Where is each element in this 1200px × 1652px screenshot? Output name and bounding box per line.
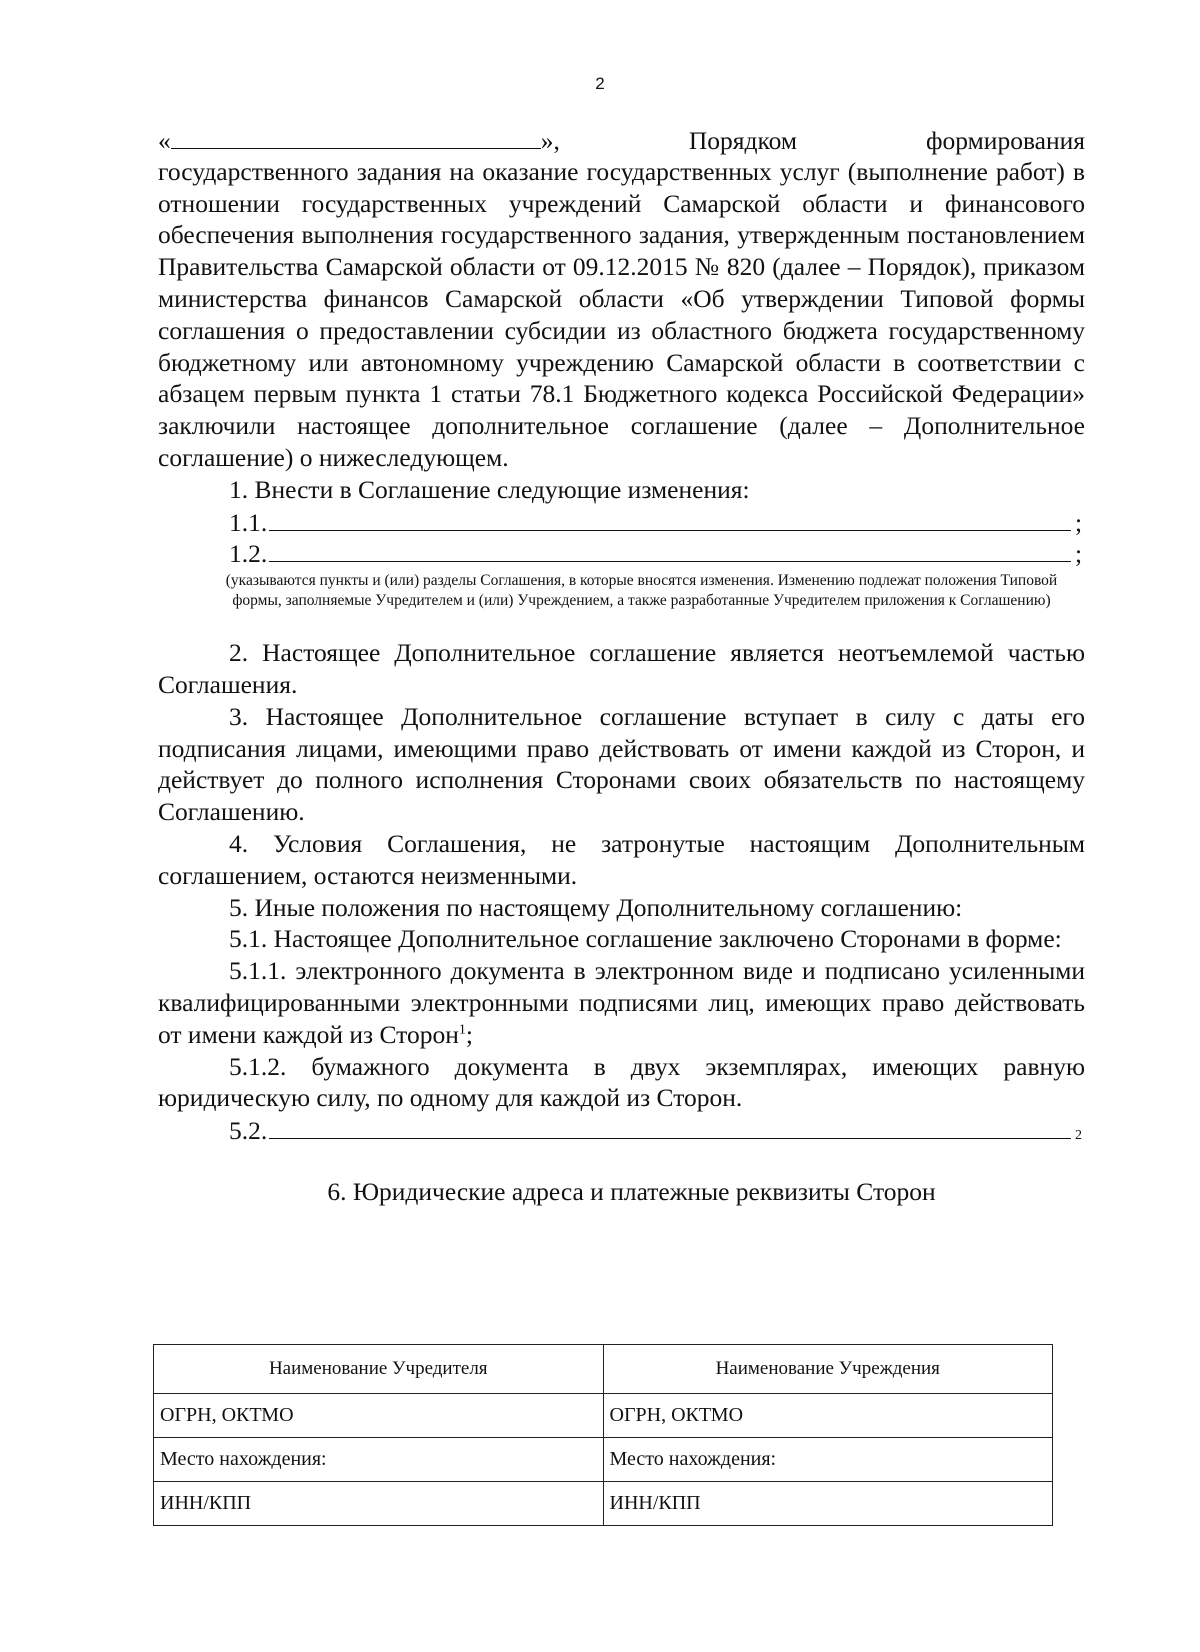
intro-word-1: Порядком: [688, 126, 798, 155]
clause-3: 3. Настоящее Дополнительное соглашение вступает в силу с даты его подписания лицами, имеющими право действовать от имени каждой из Сторон, и действует до полного исполнения Сторонами своих обязательств по настоящему Соглашению.: [158, 701, 1085, 827]
founder-name-header: Наименование Учредителя: [154, 1345, 604, 1394]
institution-name-header: Наименование Учреждения: [603, 1345, 1053, 1394]
institution-location-cell: Место нахождения:: [603, 1438, 1053, 1482]
changes-note: (указываются пункты и (или) разделы Соглашения, в которые вносятся изменения. Изменению подлежат положения Типовой формы, заполняемые Учредителем и (или) Учреждением, а также разработанные Учредителем приложения к Соглашению): [225, 572, 1058, 610]
clause-1-2-blank: [269, 537, 1071, 562]
founder-ogrn-cell: ОГРН, ОКТМО: [154, 1394, 604, 1438]
clause-5-1-1: 5.1.1. электронного документа в электронном виде и подписано усиленными квалифицированными электронными подписями лиц, имеющих право действовать от имени каждой из Сторон$^1$;: [158, 956, 1085, 1049]
clause-1-2: 1.2. ;: [229, 539, 1083, 569]
clause-5-2: 5.2. 2: [229, 1116, 1082, 1146]
footnote-1-marker: 1: [458, 1022, 466, 1038]
institution-ogrn-cell: ОГРН, ОКТМО: [603, 1394, 1053, 1438]
founder-location-cell: Место нахождения:: [154, 1438, 604, 1482]
institution-inn-cell: ИНН/КПП: [603, 1482, 1053, 1526]
clause-1-1: 1.1. ;: [229, 507, 1083, 537]
table-row: [154, 1394, 1053, 1438]
clause-4: 4. Условия Соглашения, не затронутые настоящим Дополнительным соглашением, остаются неизменными.: [158, 828, 1085, 890]
intro-quote-blank: « »,: [158, 126, 560, 155]
intro-paragraph: государственного задания на оказание государственных услуг (выполнение работ) в отношении государственных учреждений Самарской области и финансового обеспечения выполнения государственного задания, утвержденным постановлением Правительства Самарской области от 09.12.2015 № 820 (далее – Порядок), приказом министерства финансов Самарской области «Об утверждении Типовой формы соглашения о предоставлении субсидии из областного бюджета государственному бюджетному или автономному учреждению Самарской области в соответствии с абзацем первым пункта 1 статьи 78.1 Бюджетного кодекса Российской Федерации» заключили настоящее дополнительное соглашение (далее – Дополнительное соглашение) о нижеследующем.: [158, 156, 1085, 472]
requisites-table: [153, 1344, 1053, 1526]
clause-5: 5. Иные положения по настоящему Дополнительному соглашению:: [229, 892, 963, 922]
intro-first-line: [158, 124, 1085, 156]
document-body: [158, 124, 1085, 1208]
page-number: 2: [595, 74, 605, 93]
table-header-row: [154, 1345, 1053, 1394]
agreement-name-blank: [171, 124, 541, 149]
clause-5-1: 5.1. Настоящее Дополнительное соглашение заключено Сторонами в форме:: [229, 924, 1062, 954]
clause-1: 1. Внести в Соглашение следующие изменения:: [229, 474, 750, 504]
table-row: [154, 1438, 1053, 1482]
clause-5-1-2: 5.1.2. бумажного документа в двух экземплярах, имеющих равную юридическую силу, по одному для каждой из Сторон.: [158, 1051, 1085, 1113]
clause-2: 2. Настоящее Дополнительное соглашение является неотъемлемой частью Соглашения.: [158, 638, 1085, 699]
intro-word-2: формирования: [926, 126, 1085, 155]
section-6-title: 6. Юридические адреса и платежные реквизиты Сторон: [327, 1176, 936, 1206]
founder-inn-cell: ИНН/КПП: [154, 1482, 604, 1526]
clause-5-2-blank: [269, 1114, 1071, 1139]
clause-1-1-blank: [269, 506, 1071, 531]
table-row: [154, 1482, 1053, 1526]
